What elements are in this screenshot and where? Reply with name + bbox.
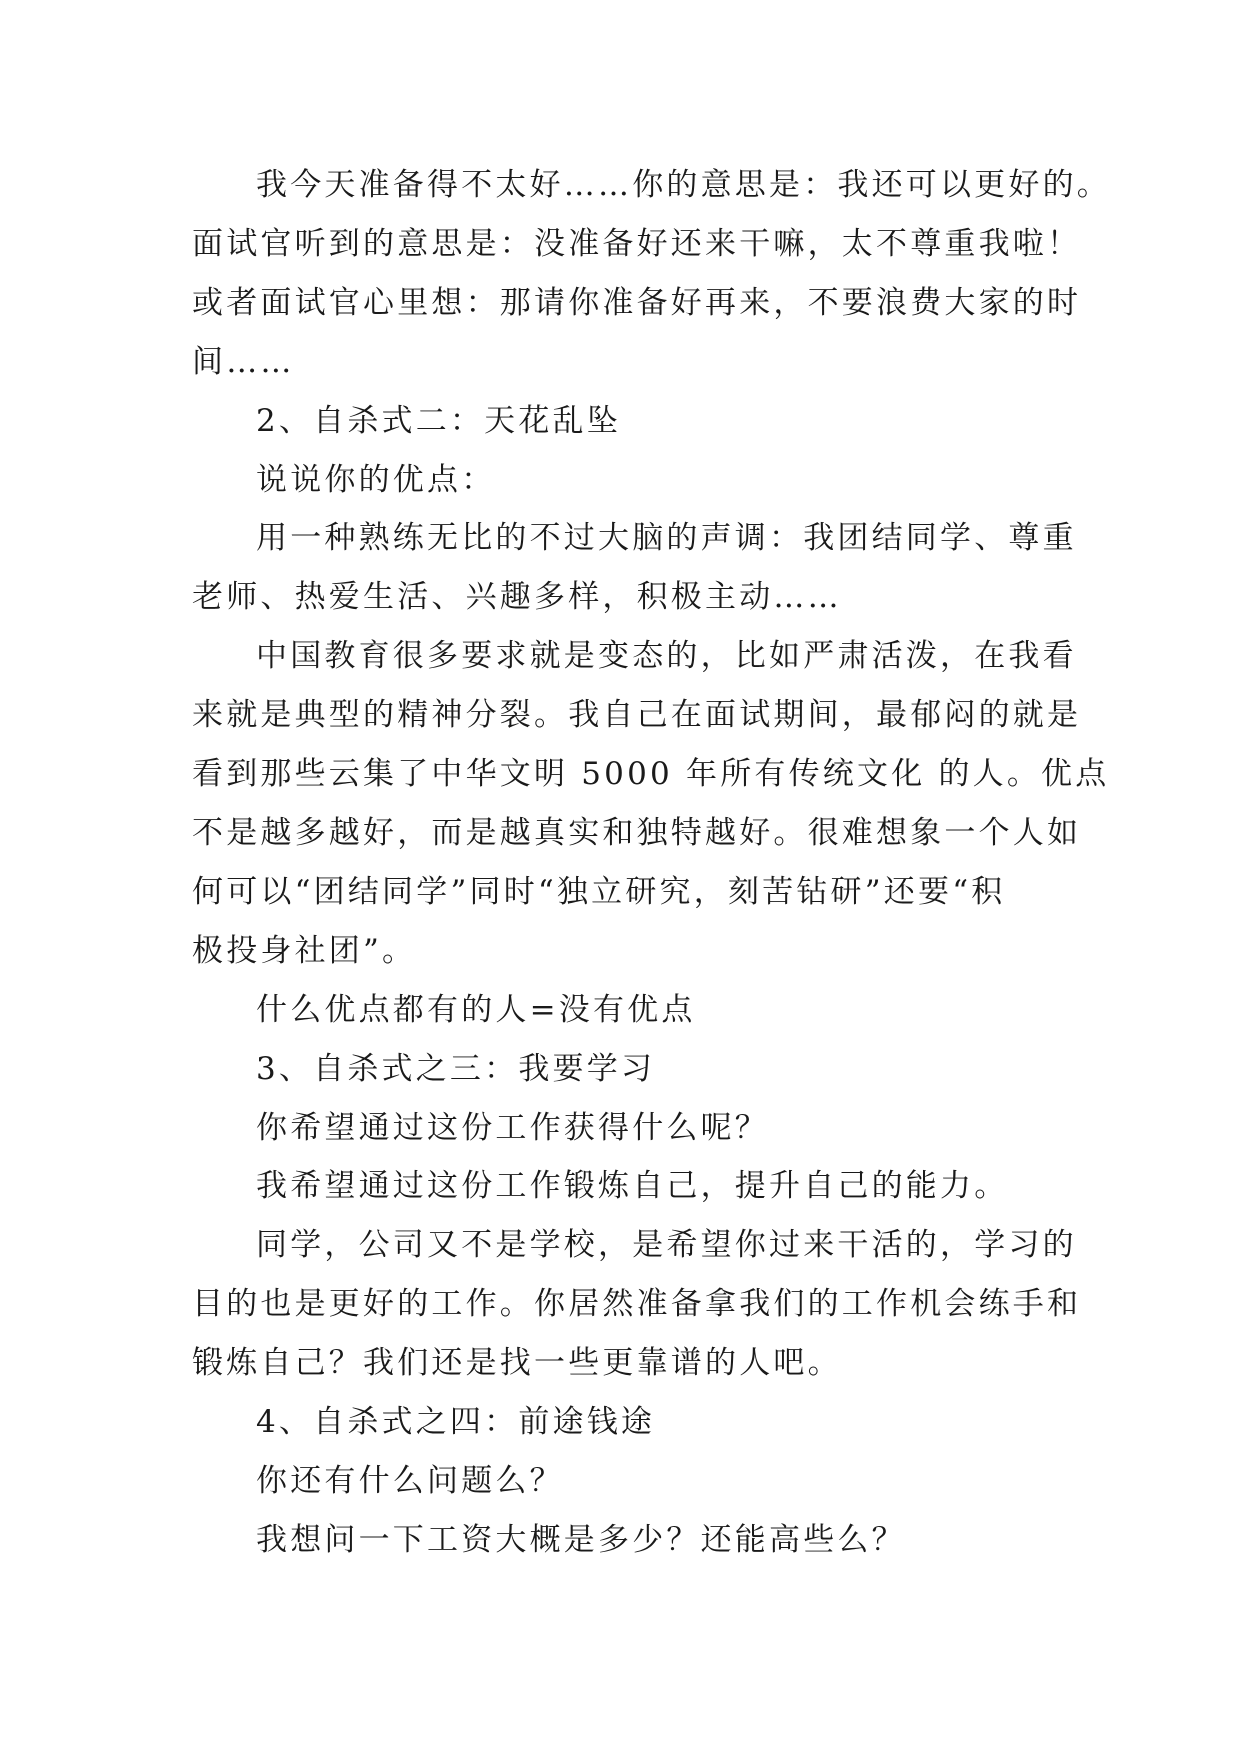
question-strengths — [192, 451, 1072, 510]
text-line: 我想问一下工资大概是多少？还能高些么？ — [256, 1521, 906, 1558]
text-line: 2、自杀式二：天花乱坠 — [256, 402, 621, 439]
paragraph-preparation — [192, 156, 1111, 392]
paragraph-answer-expectations — [192, 1157, 1072, 1216]
paragraph-commentary-strengths — [192, 627, 1110, 980]
text-line: 中国教育很多要求就是变态的，比如严肃活泼，在我看 — [256, 638, 1077, 675]
text-line: 来就是典型的精神分裂。我自己在面试期间，最郁闷的就是 — [192, 697, 1082, 734]
text-line: 3、自杀式之三：我要学习 — [256, 1050, 656, 1087]
text-line: 看到那些云集了中华文明 5000 年所有传统文化 的人。优点 — [192, 756, 1110, 793]
text-line: 间…… — [192, 343, 295, 380]
text-line: 同学，公司又不是学校，是希望你过来干活的，学习的 — [256, 1227, 1077, 1264]
section-heading-2 — [192, 392, 1072, 451]
text-line: 4、自杀式之四：前途钱途 — [256, 1404, 656, 1441]
text-line: 你还有什么问题么？ — [256, 1462, 564, 1499]
paragraph-answer-strengths — [192, 509, 1077, 627]
document-body — [192, 156, 1111, 1570]
text-line: 我今天准备得不太好……你的意思是：我还可以更好的。 — [256, 167, 1111, 203]
section-heading-3 — [192, 1040, 1072, 1099]
text-line: 或者面试官心里想：那请你准备好再来，不要浪费大家的时 — [192, 284, 1082, 321]
text-line: 极投身社团”。 — [192, 932, 417, 969]
question-expectations — [192, 1099, 1072, 1158]
paragraph-answer-salary — [192, 1511, 1072, 1570]
text-line: 锻炼自己？我们还是找一些更靠谱的人吧。 — [192, 1345, 842, 1382]
text-line: 我希望通过这份工作锻炼自己，提升自己的能力。 — [256, 1168, 1009, 1205]
text-line: 你希望通过这份工作获得什么呢？ — [256, 1109, 769, 1146]
text-line: 不是越多越好，而是越真实和独特越好。很难想象一个人如 — [192, 814, 1082, 851]
text-line: 说说你的优点： — [256, 461, 496, 498]
text-line: 什么优点都有的人=没有优点 — [256, 991, 696, 1028]
text-line: 老师、热爱生活、兴趣多样，积极主动…… — [192, 579, 842, 616]
text-line: 目的也是更好的工作。你居然准备拿我们的工作机会练手和 — [192, 1286, 1082, 1323]
section-heading-4 — [192, 1393, 1072, 1452]
text-line: 何可以“团结同学”同时“独立研究，刻苦钻研”还要“积 — [192, 873, 1006, 910]
paragraph-commentary-expectations — [192, 1216, 1082, 1393]
paragraph-summary-strengths — [192, 981, 1072, 1040]
question-any-questions — [192, 1452, 1072, 1511]
text-line: 面试官听到的意思是：没准备好还来干嘛，太不尊重我啦！ — [192, 225, 1082, 262]
text-line: 用一种熟练无比的不过大脑的声调：我团结同学、尊重 — [256, 520, 1077, 557]
